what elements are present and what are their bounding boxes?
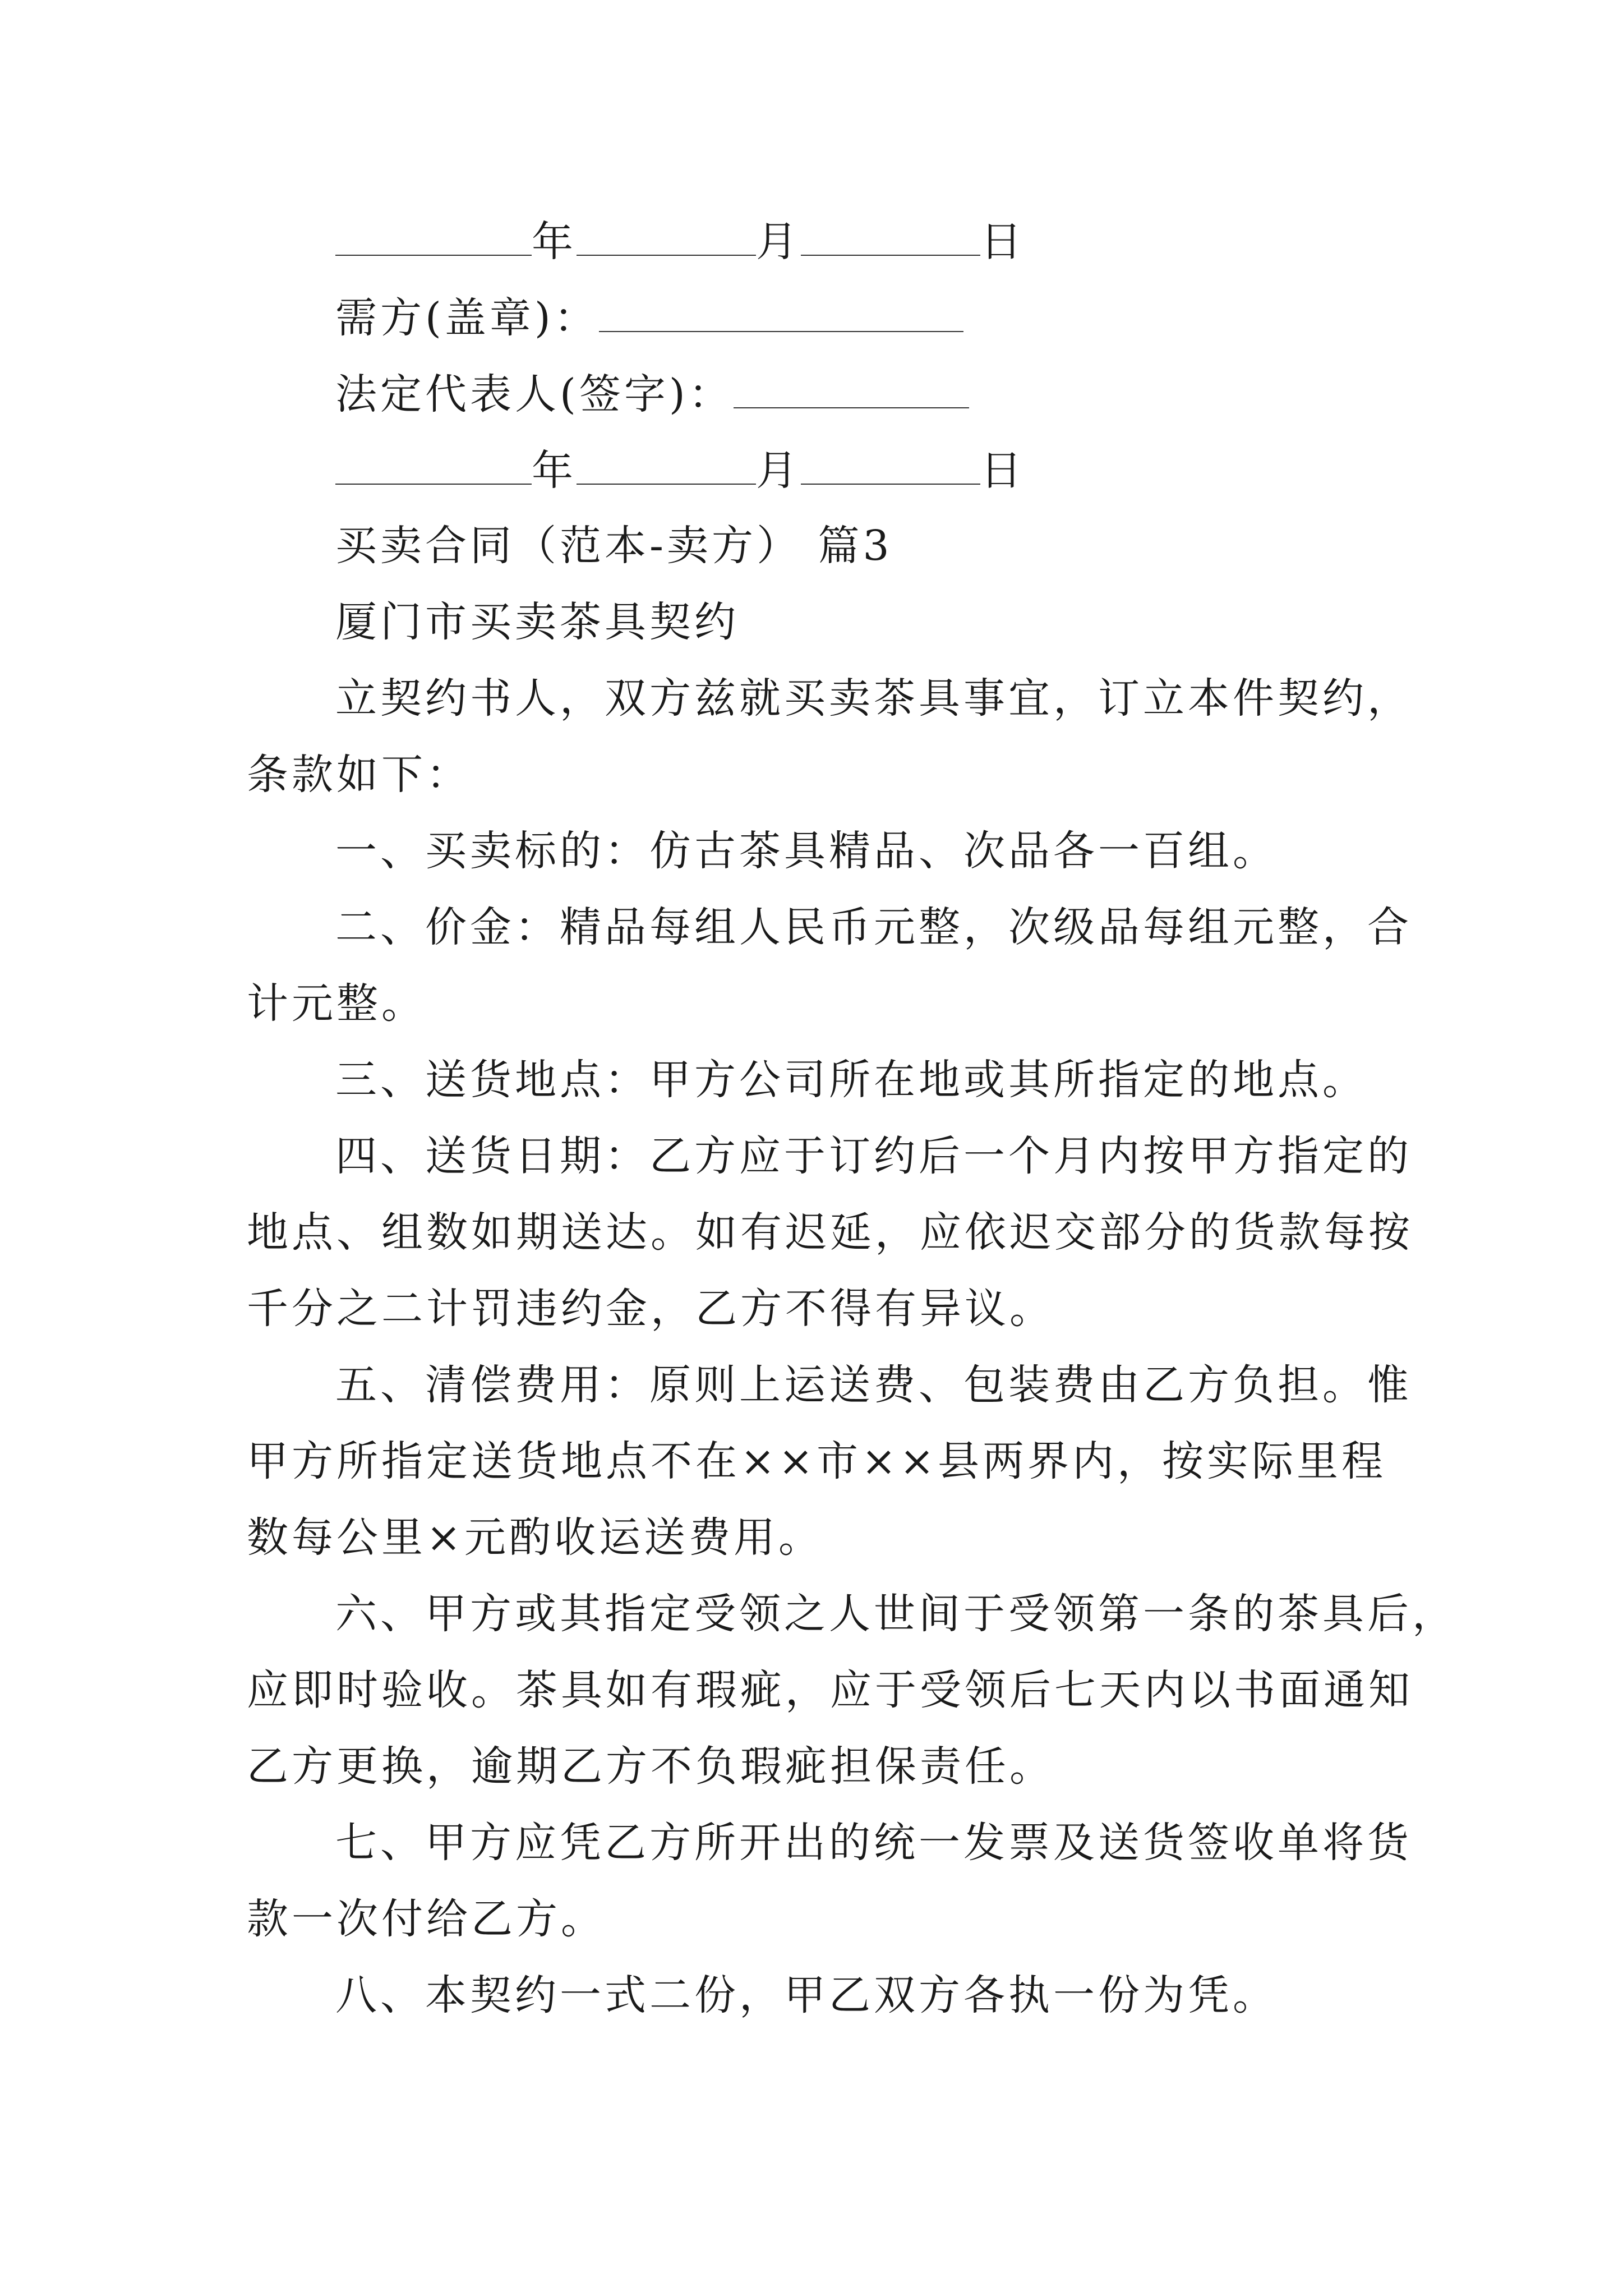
clause-2-line-2: 计元整。	[247, 979, 426, 1028]
day-label: 日	[980, 218, 1025, 266]
section-heading: 买卖合同（范本-卖方） 篇3	[335, 522, 893, 570]
buyer-seal-label: 需方(盖章)：	[335, 294, 599, 342]
clause-7-line-2: 款一次付给乙方。	[247, 1895, 606, 1943]
year-blank	[335, 220, 532, 256]
legal-rep-label: 法定代表人(签字)：	[335, 370, 734, 418]
clause-7-line-1: 七、甲方应凭乙方所开出的统一发票及送货签收单将货	[335, 1819, 1412, 1867]
day-blank	[801, 220, 980, 256]
clause-6-line-3: 乙方更换，逾期乙方不负瑕疵担保责任。	[247, 1742, 1054, 1791]
legal-rep-line	[335, 370, 969, 418]
day-label: 日	[980, 447, 1025, 495]
clause-2-line-1: 二、价金：精品每组人民币元整，次级品每组元整，合	[335, 903, 1412, 951]
clause-5-line-2: 甲方所指定送货地点不在××市××县两界内，按实际里程	[247, 1437, 1387, 1485]
clause-4-line-3: 千分之二计罚违约金，乙方不得有异议。	[247, 1285, 1054, 1333]
clause-5-line-1: 五、清偿费用：原则上运送费、包装费由乙方负担。惟	[335, 1361, 1412, 1409]
date-line-bottom	[335, 447, 1025, 495]
buyer-seal-blank	[599, 296, 963, 332]
day-blank	[801, 449, 980, 485]
clause-3-line-1: 三、送货地点：甲方公司所在地或其所指定的地点。	[335, 1056, 1367, 1104]
month-label: 月	[756, 447, 801, 495]
buyer-seal-line	[335, 294, 963, 342]
clause-4-line-1: 四、送货日期：乙方应于订约后一个月内按甲方指定的	[335, 1132, 1412, 1180]
month-label: 月	[756, 218, 801, 266]
legal-rep-blank	[734, 372, 969, 408]
clause-5-line-3: 数每公里×元酌收运送费用。	[247, 1513, 824, 1562]
year-label: 年	[532, 447, 577, 495]
clause-6-line-1: 六、甲方或其指定受领之人世间于受领第一条的茶具后，	[335, 1590, 1457, 1638]
clause-6-line-2: 应即时验收。茶具如有瑕疵，应于受领后七天内以书面通知	[247, 1666, 1413, 1714]
year-blank	[335, 449, 532, 485]
preamble-line-1: 立契约书人，双方兹就买卖茶具事宜，订立本件契约，	[335, 674, 1412, 723]
month-blank	[577, 449, 756, 485]
contract-title: 厦门市买卖茶具契约	[335, 598, 739, 646]
clause-1-line-1: 一、买卖标的：仿古茶具精品、次品各一百组。	[335, 827, 1278, 875]
clause-8-line-1: 八、本契约一式二份，甲乙双方各执一份为凭。	[335, 1971, 1278, 2019]
date-line-top	[335, 218, 1025, 266]
clause-4-line-2: 地点、组数如期送达。如有迟延，应依迟交部分的货款每按	[247, 1208, 1413, 1257]
month-blank	[577, 220, 756, 256]
year-label: 年	[532, 218, 577, 266]
preamble-line-2: 条款如下：	[247, 751, 471, 799]
